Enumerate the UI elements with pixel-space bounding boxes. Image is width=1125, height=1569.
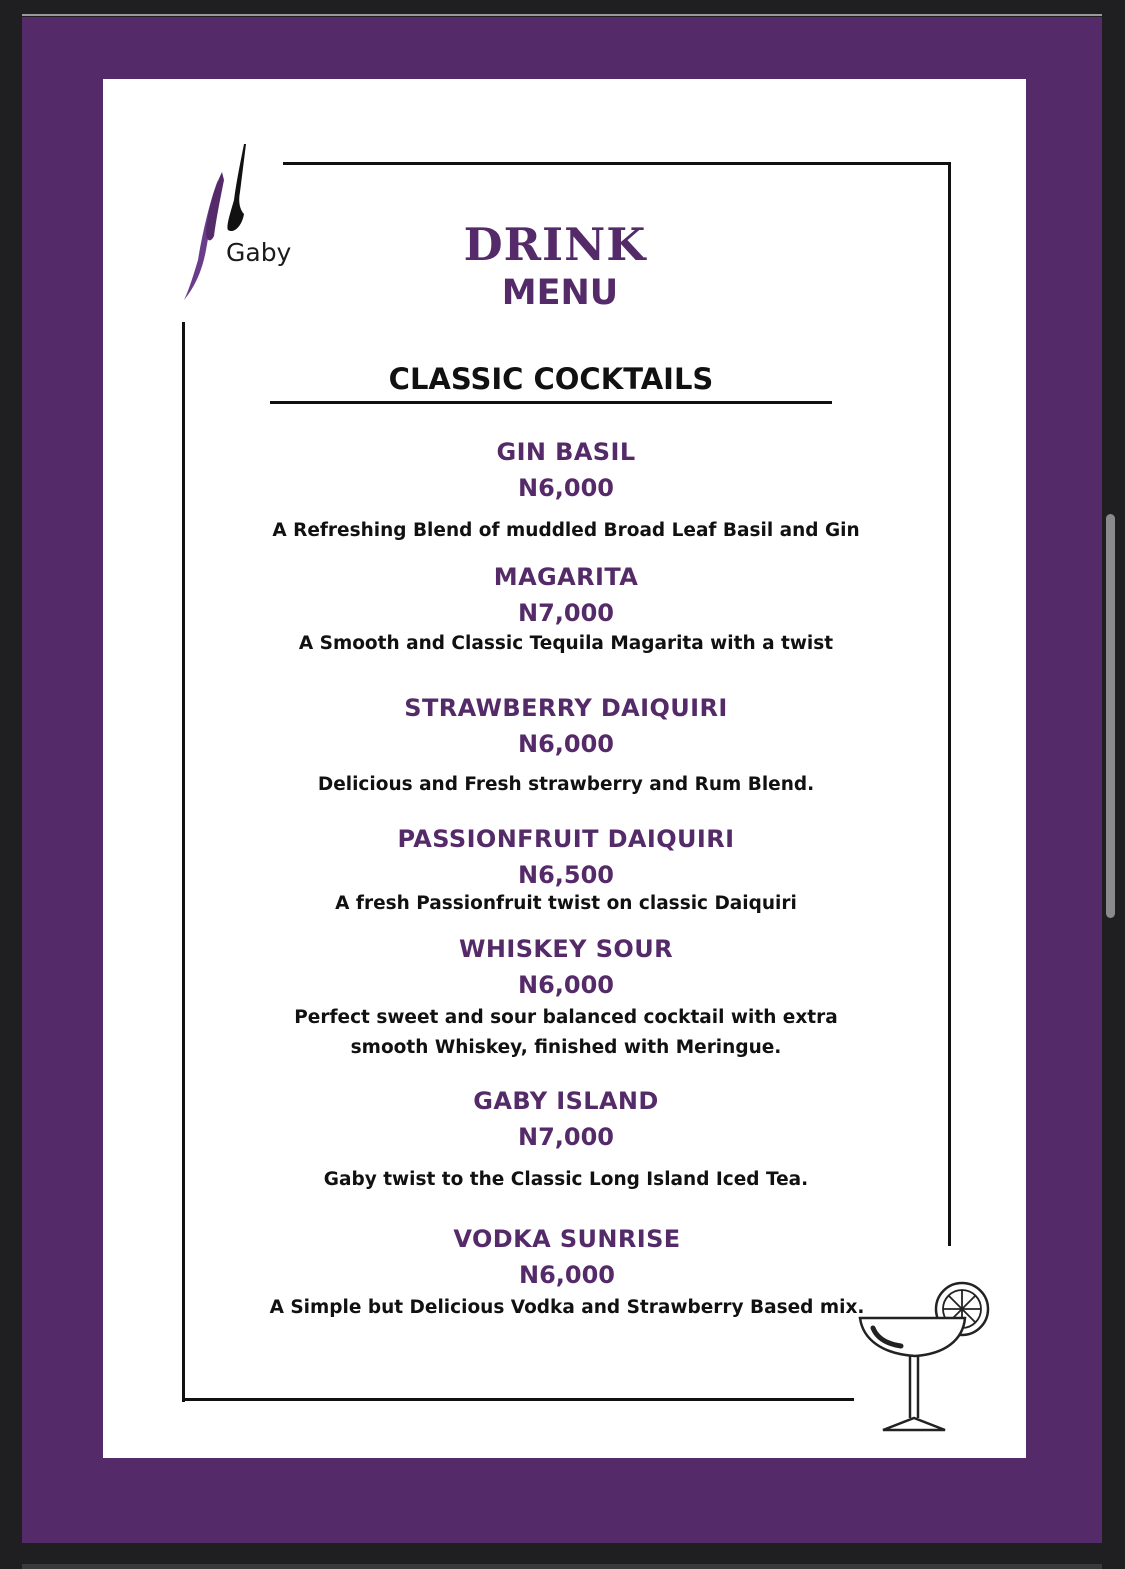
menu-item-vodka-sunrise [268,1225,866,1323]
item-description: A Simple but Delicious Vodka and Strawberry Based mix. [269,1297,865,1318]
border-bottom-line [182,1398,854,1401]
item-name: PASSIONFRUIT DAIQUIRI [397,825,735,853]
page-title: DRINK [463,218,647,271]
item-price: N6,000 [518,474,614,502]
cocktail-glass-icon [855,1278,995,1438]
scrollbar-thumb[interactable] [1106,514,1115,918]
item-price: N6,000 [518,971,614,999]
item-description: Perfect sweet and sour balanced cocktail with extra smooth Whiskey, finished with Meringue. [294,1007,838,1058]
page-subtitle: MENU [501,273,619,313]
menu-item-gaby-island [183,1087,949,1195]
border-top-line [283,162,951,165]
item-description: Gaby twist to the Classic Long Island Iced Tea. [323,1169,809,1190]
item-price: N6,500 [518,861,614,889]
logo-wordmark: Gaby [226,238,292,267]
bottom-edge-line [22,1564,1102,1569]
menu-item-strawberry-daiquiri [183,694,949,800]
item-price: N7,000 [518,599,614,627]
item-name: GIN BASIL [496,438,636,466]
item-name: STRAWBERRY DAIQUIRI [404,694,728,722]
gaby-brush-logo-icon [180,140,310,305]
section-heading: CLASSIC COCKTAILS [388,362,714,396]
item-description: A Refreshing Blend of muddled Broad Leaf Basil and Gin [272,520,860,541]
section-divider [270,401,832,404]
item-description: Delicious and Fresh strawberry and Rum Blend. [317,774,815,795]
menu-item-whiskey-sour [268,935,864,1063]
item-name: MAGARITA [493,563,639,591]
menu-item-gin-basil [183,438,949,546]
item-price: N7,000 [518,1123,614,1151]
item-name: GABY ISLAND [473,1087,659,1115]
item-description: A Smooth and Classic Tequila Magarita with a twist [298,633,834,654]
top-edge-line [22,14,1102,16]
item-name: VODKA SUNRISE [453,1225,681,1253]
item-price: N6,000 [519,1261,615,1289]
menu-item-magarita [183,563,949,659]
item-description: A fresh Passionfruit twist on classic Daiquiri [335,893,797,914]
item-name: WHISKEY SOUR [459,935,673,963]
item-price: N6,000 [518,730,614,758]
menu-item-passionfruit-daiquiri [183,825,949,919]
